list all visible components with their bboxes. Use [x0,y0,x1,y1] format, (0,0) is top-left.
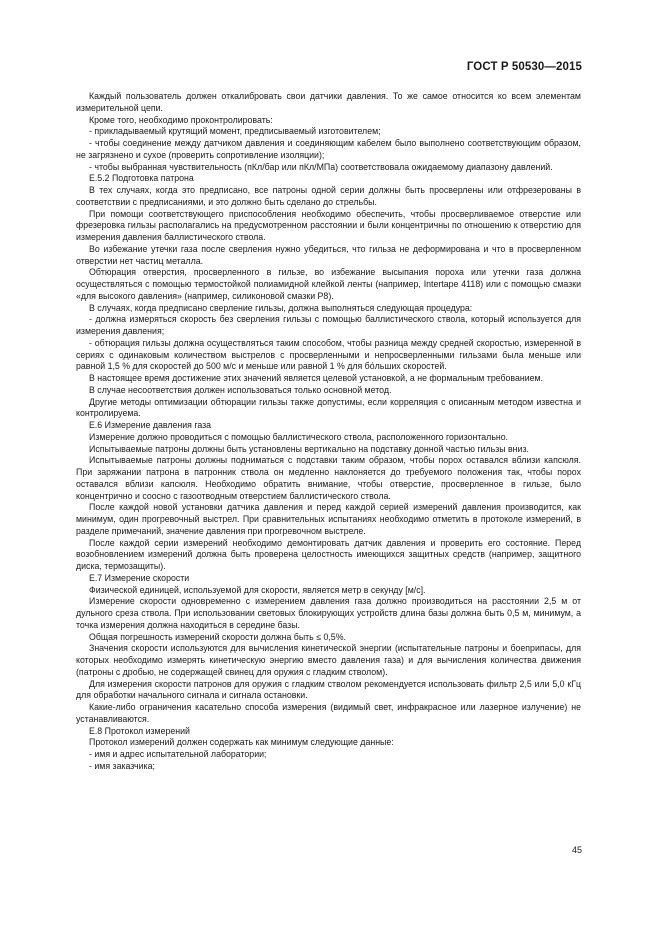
page-number: 45 [571,845,582,855]
list-item: - чтобы соединение между датчиком давления и соединяющим кабелем было выполнено соответствующим образом, не загрязнено и сухое (проверить сопротивление изоляции); [76,138,581,160]
body-paragraph: Во избежание утечки газа после сверления нужно убедиться, что гильза не деформирована и что в просверленном отверстии нет частиц металла. [76,243,581,266]
body-paragraph: Для измерения скорости патронов для оружия с гладким стволом рекомендуется использовать фильтр 2,5 или 5,0 кГц для обработки начального сигнала и сигнала остановки. [76,678,581,701]
body-paragraph: Кроме того, необходимо проконтролировать: [89,114,273,125]
body-paragraph: Значения скорости используются для вычисления кинетической энергии (испытательные патроны и боеприпасы, для которых необходимо измерять кинетическую энергию вместо давления газа) и для вычисления количества движения (патроны с дробью, не содержащей свинец для оружия с гладким стволом). [76,643,581,677]
body-paragraph: Испытываемые патроны должны подниматься с подставки таким образом, чтобы порох оставался вблизи капсюля. При заряжании патрона в патронник ствола он медленно наклоняется до требуемого положения так, чтобы порох оставался вблизи капсюля. Необходимо обратить внимание, чтобы отверстие, просверленное в гильзе, было концентрично и соосно с газоотводным отверстием баллистического ствола. [76,455,581,501]
body-paragraph: Каждый пользователь должен откалибровать свои датчики давления. То же самое относится ко всем элементам измерительной цепи. [76,91,581,113]
list-item: - обтюрация гильзы должна осуществляться таким способом, чтобы разница между средней скоростью, измеренной в сериях с одинаковым количеством выстрелов с просверленными и непросверленными гильзами была меньше или равной 1,5 % для скоростей до 500 м/с и меньше или равной 1 % для бо́льших скоростей. [76,337,581,372]
body-paragraph: Протокол измерений должен содержать как минимум следующие данные: [89,737,394,748]
body-paragraph: В случае несоответствия должен использоваться только основной метод. [89,384,392,395]
body-paragraph: Измерение должно проводиться с помощью баллистического ствола, расположенного горизонтально. [89,431,509,442]
body-paragraph: При помощи соответствующего приспособления необходимо обеспечить, чтобы просверливаемое отверстие или фрезеровка гильзы располагались на предусмотренном расстоянии и были концентричны по отношению к отверстию для измерения давления баллистического ствола. [76,208,581,242]
section-heading: Е.8 Протокол измерений [89,725,190,736]
body-paragraph: В случаях, когда предписано сверление гильзы, должна выполняться следующая процедура: [89,302,473,313]
list-item: - прикладываемый крутящий момент, предписываемый изготовителем; [89,126,381,137]
body-paragraph: В тех случаях, когда это предписано, все патроны одной серии должны быть просверлены или отфрезерованы в соответствии с предписаниями, и это должно быть сделано до стрельбы. [76,185,581,207]
list-item: - имя заказчика; [89,760,155,771]
body-paragraph: Обтюрация отверстия, просверленного в гильзе, во избежание высыпания пороха или утечки газа должна осуществляться с помощью термостойкой полиамидной клейкой ленты (например, Intertape 4118) или с помощью смазки «для высокого давления» (например, силиконовой смазки P8). [76,267,581,301]
body-paragraph: Физической единицей, используемой для скорости, является метр в секунду [м/с]. [89,584,426,595]
body-paragraph: Испытываемые патроны должны быть установлены вертикально на подставку донной частью гильзы вниз. [89,443,529,454]
body-paragraph: Какие-либо ограничения касательно способа измерения (видимый свет, инфракрасное или лазерное излучение) не устанавливаются. [76,702,581,724]
section-heading: Е.6 Измерение давления газа [89,420,212,430]
section-heading: Е.7 Измерение скорости [89,572,190,583]
body-paragraph: Общая погрешность измерений скорости должна быть ≤ 0,5%. [89,631,346,642]
body-paragraph: После каждой новой установки датчика давления и перед каждой серией измерений давления производится, как минимум, один прогревочный выстрел. При сравнительных испытаниях необходимо отметить в протоколе измерений, в разделе примечаний, значение давления при прогревочном выстреле. [76,502,581,536]
document-body [76,91,581,773]
body-paragraph: Измерение скорости одновременно с измерением давления газа должно производиться на расстоянии 2,5 м от дульного среза ствола. При использовании световых блокирующих устройств длина базы должна быть 0,5 м, минимум, а точка измерения должна находиться в середине базы. [76,596,581,630]
body-paragraph: В настоящее время достижение этих значений является целевой установкой, а не формальным требованием. [89,373,544,383]
list-item: - чтобы выбранная чувствительность (пКл/бар или пКл/МПа) соответствовала ожидаемому диапазону давлений. [89,161,553,172]
list-item: - должна измеряться скорость без сверления гильзы с помощью баллистического ствола, который используется для измерения давления; [76,314,581,336]
body-paragraph: После каждой серии измерений необходимо демонтировать датчик давления и проверить его состояние. Перед возобновлением измерений должна быть проверена целостность имеющихся защитных средств (например, защитного диска, термозащиты). [76,537,581,571]
document-standard-id: ГОСТ Р 50530—2015 [466,61,582,73]
list-item: - имя и адрес испытательной лаборатории; [89,749,267,759]
body-paragraph: Другие методы оптимизации обтюрации гильзы также допустимы, если корреляция с описанным методом известна и контролируема. [76,396,581,419]
section-heading: Е.5.2 Подготовка патрона [89,173,194,184]
